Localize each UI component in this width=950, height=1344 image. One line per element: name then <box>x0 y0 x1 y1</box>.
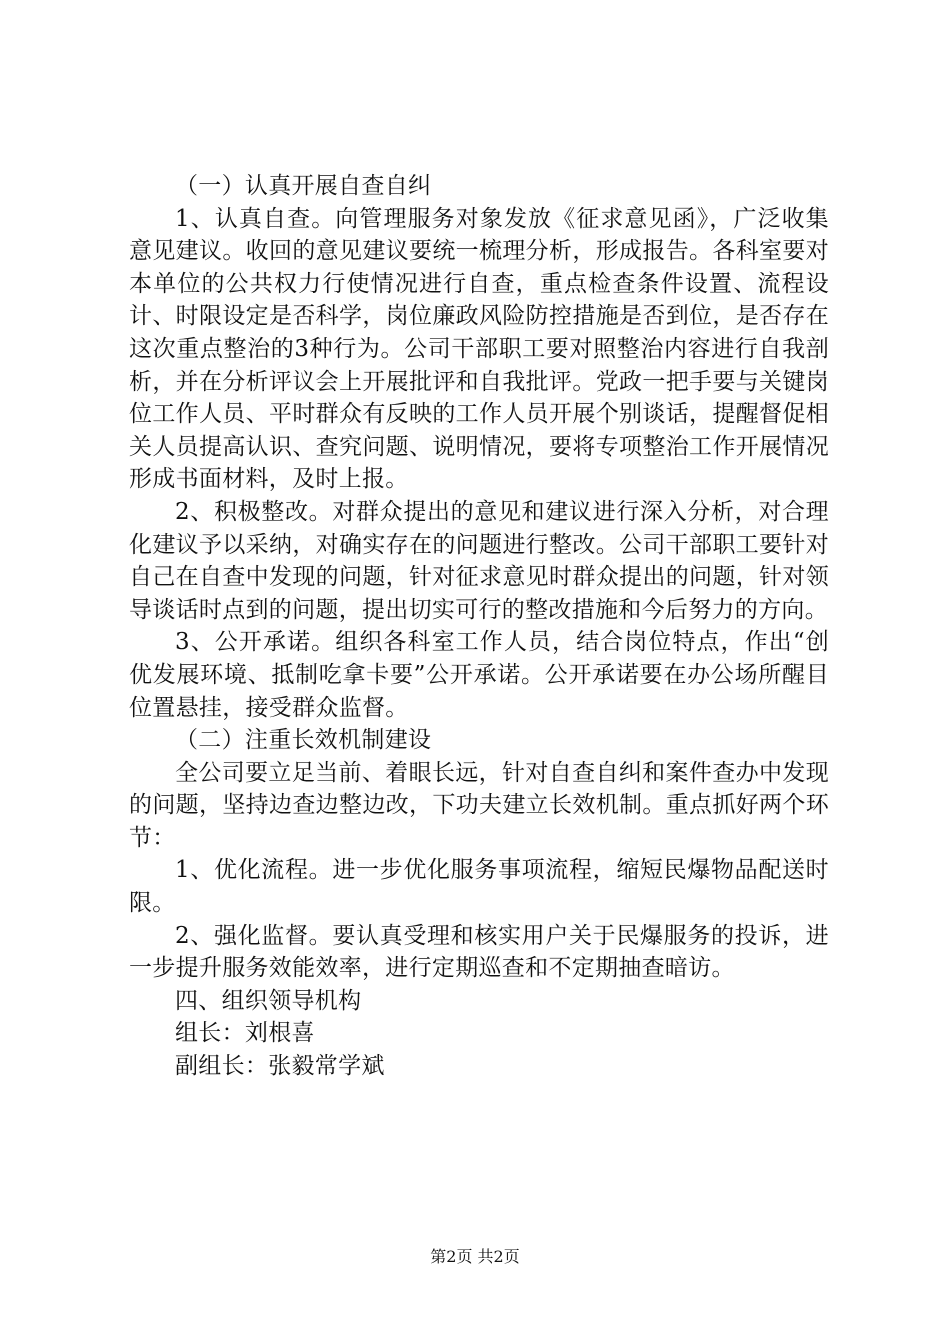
paragraph-public-commitment: 3、公开承诺。组织各科室工作人员，结合岗位特点，作出“创优发展环境、抵制吃拿卡要”公开承诺。公开承诺要在办公场所醒目位置悬挂，接受群众监督。 <box>129 629 829 721</box>
paragraph-strengthen-supervision: 2、强化监督。要认真受理和核实用户关于民爆服务的投诉，进一步提升服务效能效率，进行定期巡查和不定期抽查暗访。 <box>129 922 829 982</box>
section-heading-leadership: 四、组织领导机构 <box>175 987 362 1014</box>
deputy-leader-line: 副组长：张毅常学斌 <box>175 1053 385 1080</box>
page-number-footer: 第2页 共2页 <box>430 1247 520 1266</box>
paragraph-rectification: 2、积极整改。对群众提出的意见和建议进行深入分析，对合理化建议予以采纳，对确实存在的问题进行整改。公司干部职工要针对自己在自查中发现的问题，针对征求意见时群众提出的问题，针对领导谈话时点到的问题，提出切实可行的整改措施和今后努力的方向。 <box>129 498 829 623</box>
document-body <box>129 170 829 1083</box>
paragraph-self-inspection: 1、认真自查。向管理服务对象发放《征求意见函》，广泛收集意见建议。收回的意见建议要统一梳理分析，形成报告。各科室要对本单位的公共权力行使情况进行自查，重点检查条件设置、流程设计、时限设定是否科学，岗位廉政风险防控措施是否到位，是否存在这次重点整治的3种行为。公司干部职工要对照整治内容进行自我剖析，并在分析评议会上开展批评和自我批评。党政一把手要与关键岗位工作人员、平时群众有反映的工作人员开展个别谈话，提醒督促相关人员提高认识、查究问题、说明情况，要将专项整治工作开展情况形成书面材料，及时上报。 <box>129 205 829 493</box>
section-heading-self-inspection: （一）认真开展自查自纠 <box>175 173 432 199</box>
paragraph-long-term-mechanism: 全公司要立足当前、着眼长远，针对自查自纠和案件查办中发现的问题，坚持边查边整边改，下功夫建立长效机制。重点抓好两个环节： <box>129 759 829 851</box>
paragraph-optimize-process: 1、优化流程。进一步优化服务事项流程，缩短民爆物品配送时限。 <box>129 857 829 917</box>
leader-line: 组长：刘根喜 <box>175 1020 315 1047</box>
section-heading-long-term-mechanism: （二）注重长效机制建设 <box>175 727 432 754</box>
